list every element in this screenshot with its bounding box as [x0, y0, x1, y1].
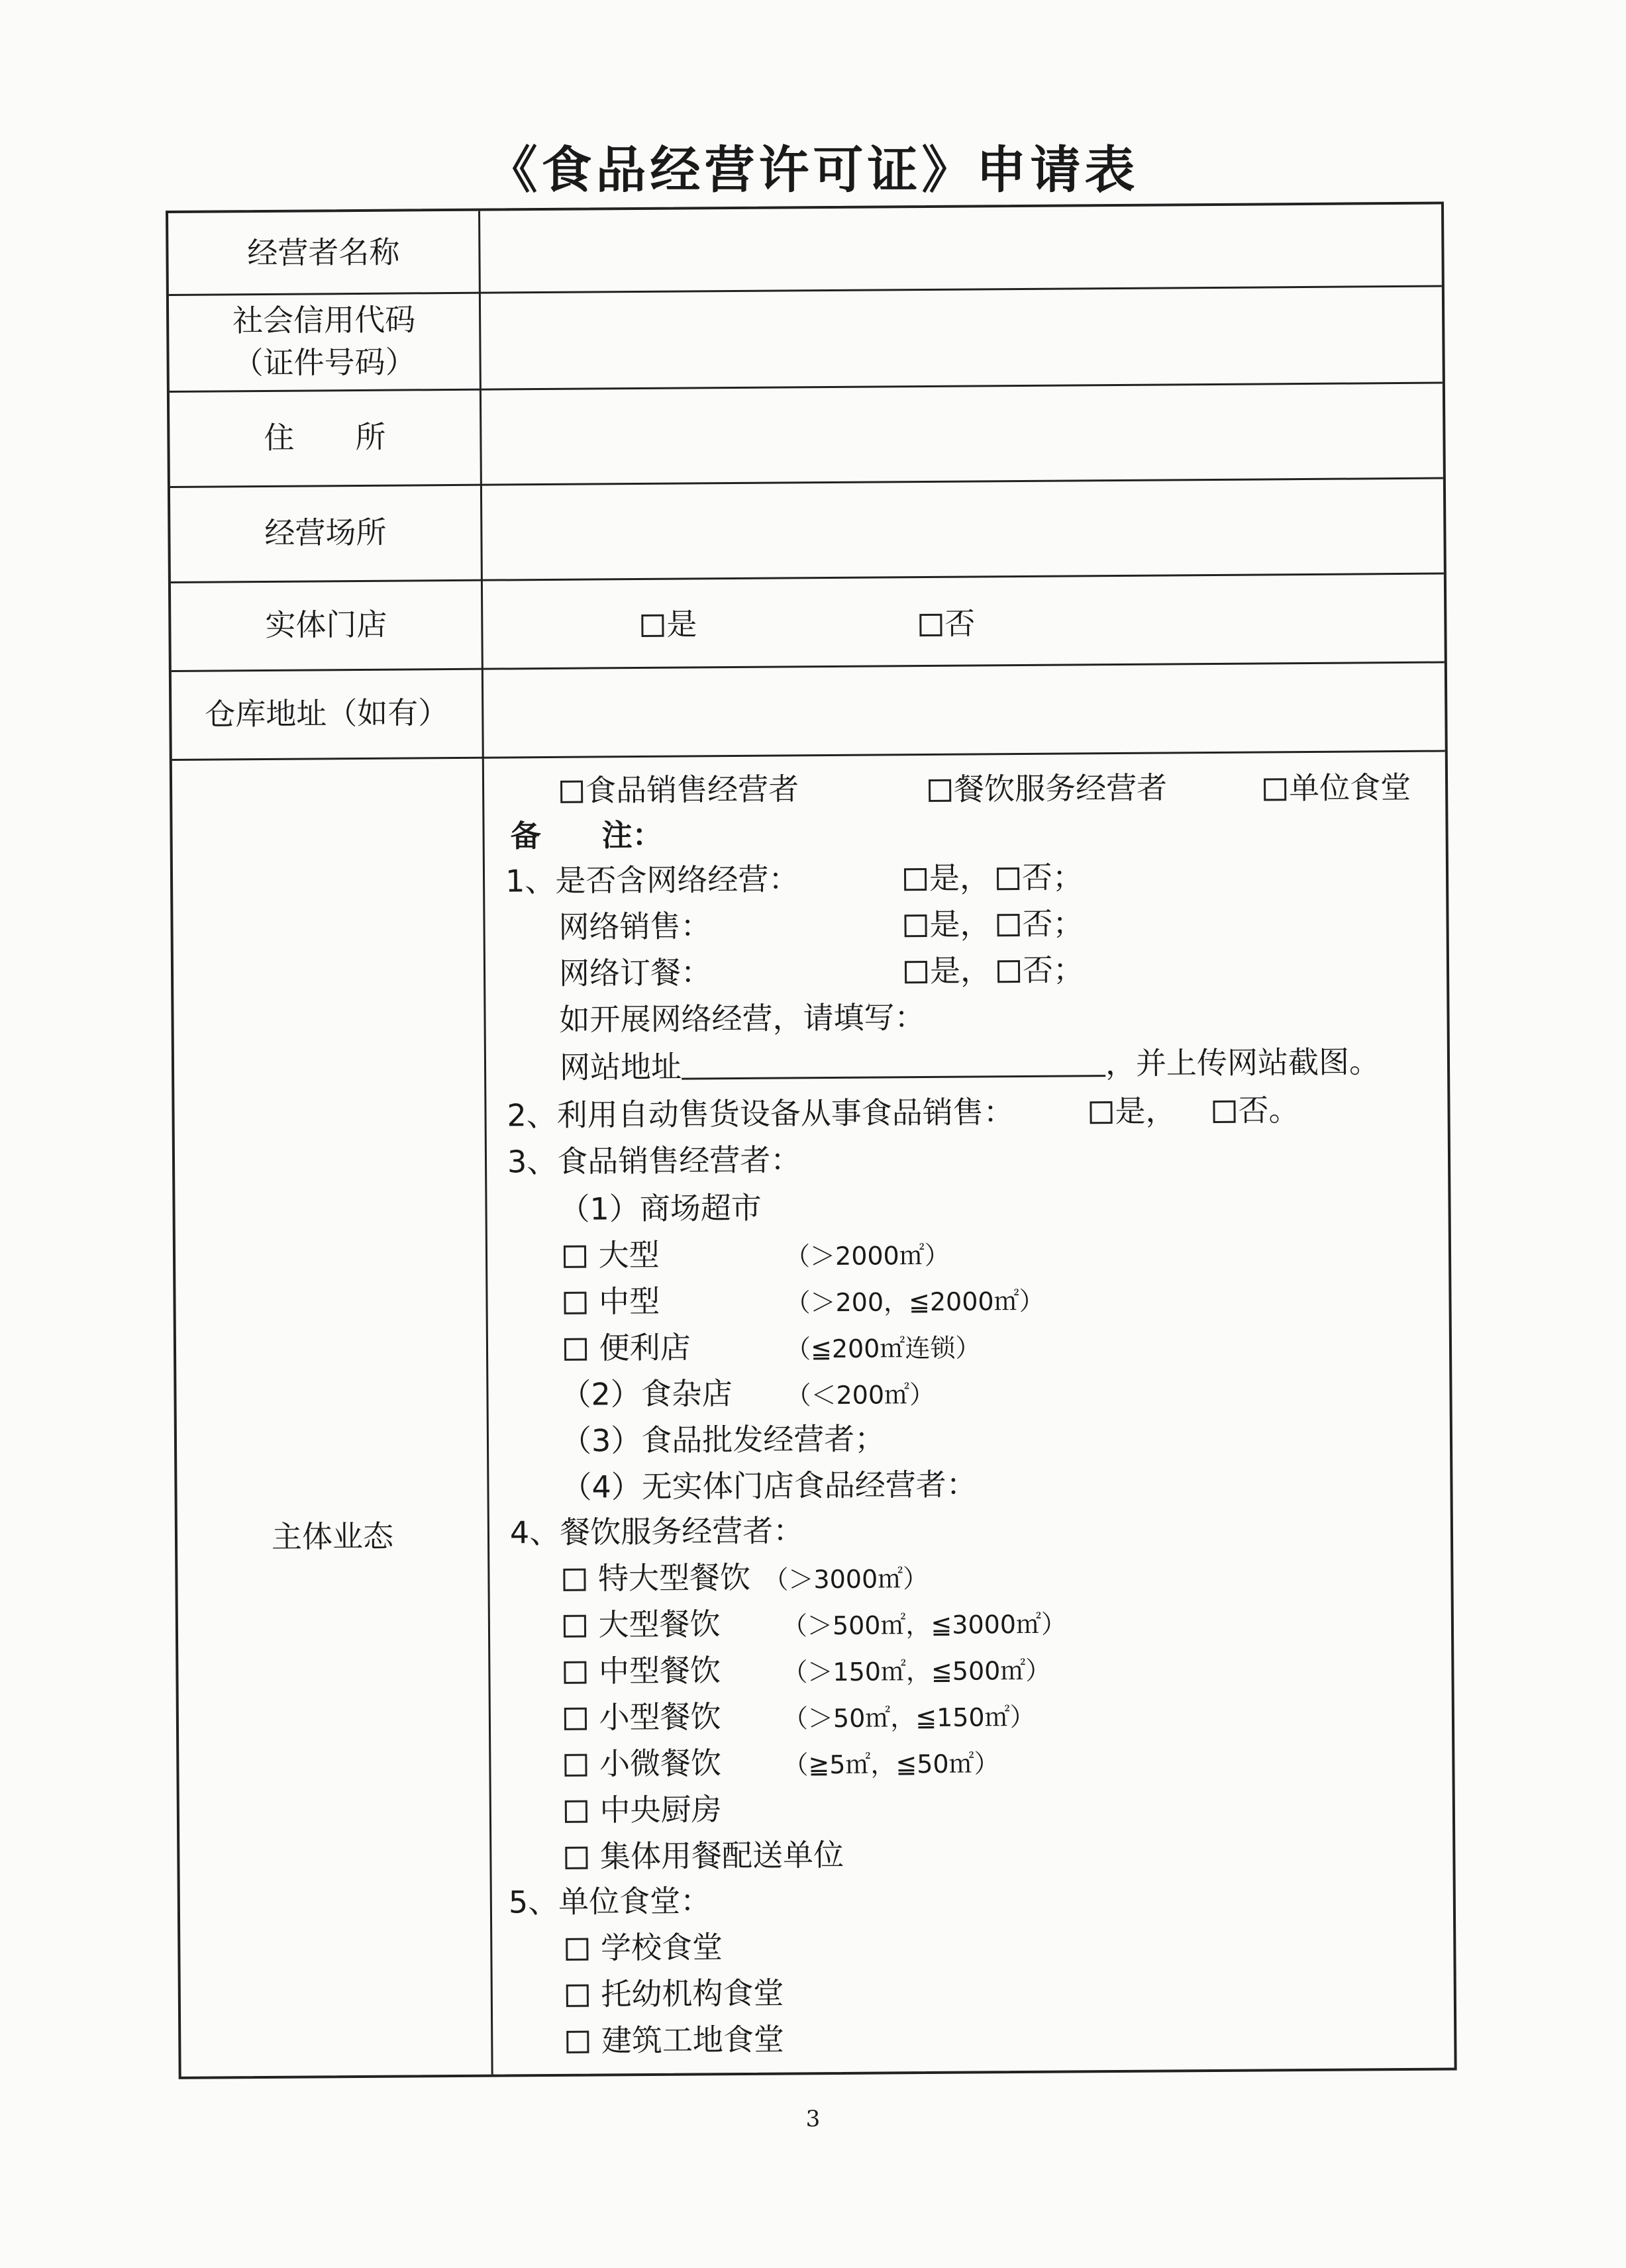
website-suffix: ，并上传网站截图。 — [1105, 1044, 1380, 1082]
option-label: 是， — [929, 860, 991, 896]
checkbox[interactable] — [904, 868, 927, 891]
q4-catering: 4、餐饮服务经营者： — [509, 1512, 804, 1551]
option-label: 食品销售经营者 — [585, 771, 799, 809]
q4-s-note: （＞50㎡，≦150㎡） — [782, 1702, 1035, 1734]
option-label: 否。 — [1238, 1092, 1299, 1128]
option-label: 中央厨房 — [599, 1791, 722, 1828]
residence-label: 住 所 — [264, 419, 386, 456]
physical-store-yes-option[interactable] — [641, 604, 697, 644]
checkbox[interactable] — [564, 1661, 586, 1684]
credit-code-label-line1: 社会信用代码 — [232, 301, 416, 339]
main-format-label: 主体业态 — [271, 1518, 394, 1555]
q1b-yes-option[interactable] — [905, 950, 991, 991]
checkbox[interactable] — [997, 867, 1019, 890]
q4-xl-note: （＞3000㎡） — [763, 1564, 929, 1595]
form-title: 《食品经营许可证》申请表 — [487, 140, 1139, 199]
q1c-instruction: 如开展网络经营，请填写： — [559, 999, 925, 1038]
q3-2-note: （＜200㎡） — [786, 1379, 935, 1410]
checkbox[interactable] — [565, 1847, 587, 1869]
q5-construction-option[interactable] — [566, 2020, 784, 2061]
q1a-yes-option[interactable] — [904, 904, 990, 944]
option-label: 小型餐饮 — [599, 1699, 721, 1736]
q3-3-wholesale: （3）食品批发经营者； — [560, 1420, 886, 1459]
q3-2-grocery: （2）食杂店 — [560, 1375, 733, 1412]
business-premises-field[interactable] — [482, 477, 1444, 579]
option-label: 单位食堂 — [1288, 769, 1411, 807]
q3-food-sales: 3、食品销售经营者： — [507, 1142, 801, 1180]
q5-canteen: 5、单位食堂： — [508, 1883, 711, 1920]
option-label: 否； — [1021, 859, 1084, 895]
q4-l-note: （＞500㎡，≦3000㎡） — [782, 1609, 1067, 1641]
checkbox[interactable] — [564, 1754, 587, 1777]
q4-central-kitchen-option[interactable] — [565, 1789, 722, 1830]
checkbox[interactable] — [997, 960, 1020, 983]
q4-xs-option[interactable] — [564, 1743, 721, 1784]
option-label: 集体用餐配送单位 — [599, 1836, 844, 1875]
physical-store-field — [482, 573, 1445, 668]
q3-convenience-option[interactable] — [564, 1328, 691, 1368]
q4-l-option[interactable] — [564, 1604, 721, 1645]
checkbox[interactable] — [564, 1292, 586, 1314]
q2-vending: 2、利用自动售货设备从事食品销售： — [507, 1094, 1015, 1134]
physical-store-label: 实体门店 — [265, 606, 387, 643]
checkbox[interactable] — [566, 1985, 589, 2007]
remarks-heading: 备 注： — [510, 816, 663, 854]
page-number: 3 — [805, 2106, 821, 2132]
checkbox[interactable] — [641, 615, 664, 637]
option-label: 中型餐饮 — [598, 1652, 721, 1689]
q1-no-option[interactable] — [997, 857, 1083, 897]
q5-nursery-option[interactable] — [566, 1973, 784, 2014]
q4-group-meal-option[interactable] — [565, 1835, 844, 1877]
q3-medium-note: （＞200，≦2000㎡） — [785, 1286, 1044, 1318]
checkbox[interactable] — [905, 961, 927, 983]
checkbox[interactable] — [997, 914, 1019, 936]
type-canteen-option[interactable] — [1264, 767, 1411, 809]
warehouse-label: 仓库地址（如有） — [205, 695, 449, 732]
checkbox[interactable] — [565, 1800, 587, 1823]
q4-m-note: （＞150㎡，≦500㎡） — [782, 1655, 1051, 1687]
option-label: 是， — [929, 906, 991, 942]
q3-4-no-store: （4）无实体门店食品经营者： — [561, 1466, 977, 1505]
website-address-field[interactable] — [682, 1046, 1105, 1079]
checkbox[interactable] — [566, 1938, 588, 1961]
q2-no-option[interactable] — [1213, 1090, 1299, 1130]
checkbox[interactable] — [563, 1569, 585, 1591]
checkbox[interactable] — [564, 1615, 586, 1638]
checkbox[interactable] — [904, 914, 927, 937]
option-label: 小微餐饮 — [599, 1745, 722, 1782]
residence-field[interactable] — [481, 382, 1443, 484]
checkbox[interactable] — [564, 1246, 586, 1268]
q3-medium-option[interactable] — [564, 1281, 660, 1322]
q1d-website — [560, 1042, 1380, 1087]
option-label: 便利店 — [599, 1329, 691, 1366]
application-form-table — [166, 202, 1457, 2079]
checkbox[interactable] — [564, 1708, 587, 1730]
credit-code-label — [169, 292, 480, 391]
checkbox[interactable] — [929, 779, 951, 802]
credit-code-label-line2: （证件号码） — [232, 344, 416, 381]
q4-m-option[interactable] — [564, 1650, 721, 1691]
credit-code-field[interactable] — [480, 285, 1443, 389]
q1a-online-sales: 网络销售： — [558, 908, 711, 945]
q1a-no-option[interactable] — [997, 903, 1083, 944]
website-prefix: 网站地址 — [559, 1048, 682, 1085]
main-format-content — [483, 750, 1454, 2075]
option-label: 中型 — [598, 1283, 660, 1320]
option-label: 是 — [666, 606, 697, 642]
business-premises-label: 经营场所 — [264, 514, 387, 551]
type-food-sales-option[interactable] — [560, 769, 799, 811]
checkbox[interactable] — [1090, 1101, 1112, 1124]
checkbox[interactable] — [1264, 778, 1286, 801]
q5-school-option[interactable] — [566, 1927, 723, 1968]
q3-large-note: （＞2000㎡） — [784, 1240, 950, 1271]
q3-1-supermarket: （1）商场超市 — [559, 1189, 762, 1227]
option-label: 特大型餐饮 — [597, 1559, 751, 1597]
option-label: 建筑工地食堂 — [601, 2021, 785, 2059]
option-label: 大型餐饮 — [598, 1606, 721, 1643]
option-label: 否 — [944, 605, 976, 642]
option-label: 餐饮服务经营者 — [953, 769, 1168, 807]
q1-online-operation: 1、是否含网络经营： — [505, 861, 799, 899]
q2-yes-option[interactable] — [1090, 1091, 1176, 1131]
option-label: 否； — [1022, 905, 1084, 942]
option-label: 托幼机构食堂 — [601, 1975, 784, 2012]
q4-xl-option[interactable] — [563, 1557, 750, 1599]
checkbox[interactable] — [564, 1338, 587, 1361]
type-catering-option[interactable] — [929, 767, 1167, 809]
checkbox[interactable] — [919, 614, 942, 636]
option-label: 是， — [929, 952, 991, 989]
operator-name-label: 经营者名称 — [247, 234, 400, 271]
checkbox[interactable] — [566, 2031, 589, 2053]
q3-large-option[interactable] — [564, 1235, 660, 1275]
q4-s-option[interactable] — [564, 1697, 721, 1738]
checkbox[interactable] — [1213, 1101, 1235, 1123]
q4-xs-note: （≧5㎡，≦50㎡） — [783, 1749, 999, 1780]
option-label: 否； — [1022, 952, 1084, 988]
q1b-no-option[interactable] — [997, 950, 1084, 990]
operator-name-field[interactable] — [480, 205, 1442, 292]
option-label: 是， — [1115, 1093, 1176, 1130]
q3-convenience-note: （≦200㎡连锁） — [785, 1333, 981, 1364]
q1-yes-option[interactable] — [904, 858, 990, 898]
option-label: 学校食堂 — [600, 1929, 723, 1966]
warehouse-field[interactable] — [483, 662, 1445, 757]
q1b-online-ordering: 网络订餐： — [558, 954, 712, 991]
option-label: 大型 — [598, 1236, 660, 1273]
checkbox[interactable] — [560, 781, 583, 803]
physical-store-no-option[interactable] — [919, 603, 975, 644]
